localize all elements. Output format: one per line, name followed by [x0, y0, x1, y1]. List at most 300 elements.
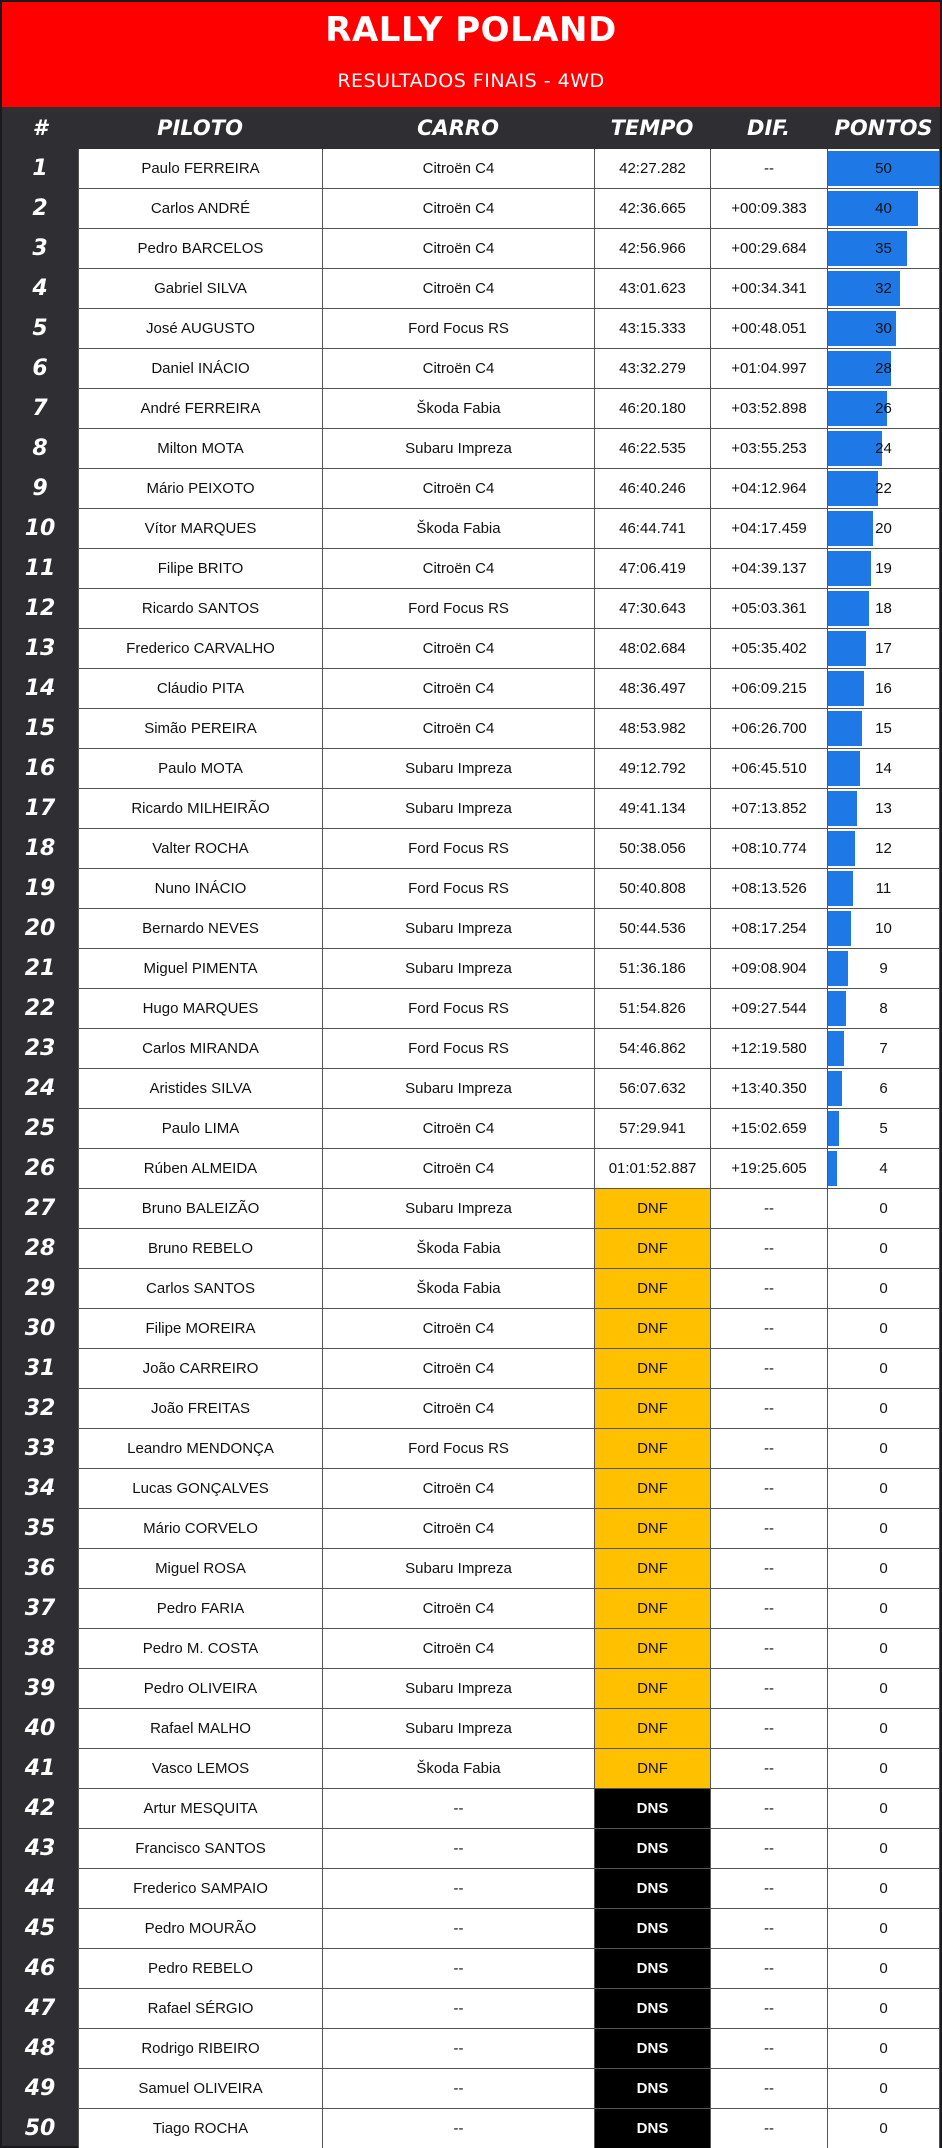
position-number: 32: [24, 1396, 56, 1421]
time-difference: --: [710, 2029, 827, 2069]
time-difference: +01:04.997: [710, 349, 827, 389]
stage-time: 42:56.966: [594, 229, 710, 269]
points-cell: [827, 509, 940, 549]
points-cell: [827, 1309, 940, 1349]
points-value: 13: [875, 800, 892, 817]
car-model: Ford Focus RS: [322, 869, 594, 909]
time-difference: +06:45.510: [710, 749, 827, 789]
points-value: 0: [879, 1560, 888, 1577]
pilot-name: André FERREIRA: [78, 389, 322, 429]
stage-time: 42:27.282: [594, 149, 710, 189]
pilot-name: Ricardo MILHEIRÃO: [78, 789, 322, 829]
car-model: Citroën C4: [322, 1109, 594, 1149]
position-number: 4: [32, 276, 48, 301]
stage-time: 50:40.808: [594, 869, 710, 909]
points-bar: [828, 671, 864, 706]
table-row: [2, 1389, 940, 1429]
position-number: 43: [24, 1836, 56, 1861]
position-number: 39: [24, 1676, 56, 1701]
table-row: [2, 1349, 940, 1389]
stage-time: DNF: [594, 1629, 710, 1669]
stage-time: 46:44.741: [594, 509, 710, 549]
points-value: 0: [879, 1480, 888, 1497]
time-difference: +04:17.459: [710, 509, 827, 549]
points-cell: [827, 1789, 940, 1829]
points-bar: [828, 791, 857, 826]
points-value: 19: [875, 560, 892, 577]
position-number: 48: [24, 2036, 56, 2061]
position-number: 22: [24, 996, 56, 1021]
time-difference: --: [710, 1229, 827, 1269]
stage-time: DNS: [594, 1909, 710, 1949]
car-model: Citroën C4: [322, 229, 594, 269]
position-number: 38: [24, 1636, 56, 1661]
points-value: 32: [875, 280, 892, 297]
car-model: Citroën C4: [322, 709, 594, 749]
points-bar: [828, 831, 855, 866]
car-model: Subaru Impreza: [322, 1189, 594, 1229]
col-header-car: CARRO: [417, 116, 499, 140]
stage-time: DNF: [594, 1549, 710, 1589]
points-value: 18: [875, 600, 892, 617]
time-difference: --: [710, 1669, 827, 1709]
time-difference: --: [710, 1269, 827, 1309]
points-bar: [828, 511, 873, 546]
position-number: 19: [24, 876, 56, 901]
time-difference: --: [710, 1629, 827, 1669]
table-row: [2, 549, 940, 589]
car-model: Citroën C4: [322, 1389, 594, 1429]
points-cell: [827, 429, 940, 469]
points-cell: [827, 1109, 940, 1149]
column-header-row: [2, 107, 940, 149]
pilot-name: Bruno REBELO: [78, 1229, 322, 1269]
time-difference: --: [710, 1749, 827, 1789]
points-value: 11: [875, 880, 892, 897]
pilot-name: Vítor MARQUES: [78, 509, 322, 549]
stage-time: DNF: [594, 1429, 710, 1469]
stage-time: DNF: [594, 1389, 710, 1429]
table-row: [2, 1109, 940, 1149]
points-cell: [827, 389, 940, 429]
col-header-dif: DIF.: [747, 116, 790, 140]
pilot-name: Rodrigo RIBEIRO: [78, 2029, 322, 2069]
pilot-name: Tiago ROCHA: [78, 2109, 322, 2148]
car-model: Škoda Fabia: [322, 389, 594, 429]
points-value: 22: [875, 480, 892, 497]
car-model: Subaru Impreza: [322, 1669, 594, 1709]
stage-time: DNF: [594, 1189, 710, 1229]
car-model: Subaru Impreza: [322, 789, 594, 829]
position-number: 17: [24, 796, 56, 821]
position-number: 24: [24, 1076, 56, 1101]
car-model: --: [322, 1869, 594, 1909]
pilot-name: Hugo MARQUES: [78, 989, 322, 1029]
time-difference: --: [710, 1429, 827, 1469]
car-model: Subaru Impreza: [322, 949, 594, 989]
points-value: 7: [879, 1040, 888, 1057]
points-bar: [828, 1111, 839, 1146]
points-value: 0: [879, 1800, 888, 1817]
time-difference: +08:17.254: [710, 909, 827, 949]
points-cell: [827, 1429, 940, 1469]
position-number: 23: [24, 1036, 56, 1061]
points-cell: [827, 869, 940, 909]
table-row: [2, 429, 940, 469]
position-number: 26: [24, 1156, 56, 1181]
stage-time: DNS: [594, 1949, 710, 1989]
points-cell: [827, 749, 940, 789]
table-row: [2, 869, 940, 909]
position-number: 27: [24, 1196, 56, 1221]
time-difference: --: [710, 1309, 827, 1349]
car-model: Citroën C4: [322, 149, 594, 189]
stage-time: DNS: [594, 1789, 710, 1829]
position-number: 36: [24, 1556, 56, 1581]
points-cell: [827, 1349, 940, 1389]
col-header-pilot: PILOTO: [157, 116, 243, 140]
points-value: 0: [879, 1920, 888, 1937]
stage-time: 57:29.941: [594, 1109, 710, 1149]
table-row: [2, 949, 940, 989]
time-difference: --: [710, 1869, 827, 1909]
position-number: 11: [24, 556, 56, 581]
points-cell: [827, 189, 940, 229]
car-model: Škoda Fabia: [322, 1269, 594, 1309]
points-value: 9: [879, 960, 888, 977]
time-difference: --: [710, 1469, 827, 1509]
points-cell: [827, 2109, 940, 2148]
pilot-name: João CARREIRO: [78, 1349, 322, 1389]
col-header-time: TEMPO: [610, 116, 694, 140]
table-row: [2, 349, 940, 389]
position-number: 42: [24, 1796, 56, 1821]
car-model: --: [322, 1789, 594, 1829]
time-difference: +08:10.774: [710, 829, 827, 869]
car-model: Ford Focus RS: [322, 1429, 594, 1469]
car-model: Ford Focus RS: [322, 1029, 594, 1069]
stage-time: DNF: [594, 1229, 710, 1269]
position-number: 1: [32, 156, 48, 181]
pilot-name: Francisco SANTOS: [78, 1829, 322, 1869]
table-row: [2, 709, 940, 749]
stage-time: 48:53.982: [594, 709, 710, 749]
table-row: [2, 1269, 940, 1309]
points-value: 6: [879, 1080, 888, 1097]
stage-time: 43:32.279: [594, 349, 710, 389]
position-number: 29: [24, 1276, 56, 1301]
stage-time: 43:15.333: [594, 309, 710, 349]
position-number: 46: [24, 1956, 56, 1981]
pilot-name: Carlos ANDRÉ: [78, 189, 322, 229]
points-cell: [827, 669, 940, 709]
car-model: --: [322, 1909, 594, 1949]
stage-time: 46:40.246: [594, 469, 710, 509]
points-cell: [827, 349, 940, 389]
points-bar: [828, 751, 860, 786]
pilot-name: Gabriel SILVA: [78, 269, 322, 309]
header-banner: [2, 2, 940, 107]
stage-time: DNF: [594, 1749, 710, 1789]
stage-time: DNS: [594, 1829, 710, 1869]
table-row: [2, 1869, 940, 1909]
stage-time: DNF: [594, 1309, 710, 1349]
points-cell: [827, 949, 940, 989]
time-difference: +12:19.580: [710, 1029, 827, 1069]
car-model: Citroën C4: [322, 1349, 594, 1389]
time-difference: +00:09.383: [710, 189, 827, 229]
table-row: [2, 1909, 940, 1949]
time-difference: +03:52.898: [710, 389, 827, 429]
points-value: 35: [875, 240, 892, 257]
pilot-name: Simão PEREIRA: [78, 709, 322, 749]
stage-time: DNF: [594, 1589, 710, 1629]
position-number: 15: [24, 716, 56, 741]
position-number: 25: [24, 1116, 56, 1141]
time-difference: --: [710, 1589, 827, 1629]
stage-time: 42:36.665: [594, 189, 710, 229]
table-row: [2, 1229, 940, 1269]
stage-time: DNF: [594, 1509, 710, 1549]
points-value: 0: [879, 1600, 888, 1617]
points-value: 17: [875, 640, 892, 657]
position-number: 18: [24, 836, 56, 861]
points-cell: [827, 1949, 940, 1989]
points-value: 20: [875, 520, 892, 537]
time-difference: +04:12.964: [710, 469, 827, 509]
position-number: 49: [24, 2076, 56, 2101]
points-value: 26: [875, 400, 892, 417]
points-value: 0: [879, 1200, 888, 1217]
time-difference: --: [710, 1509, 827, 1549]
time-difference: +15:02.659: [710, 1109, 827, 1149]
table-row: [2, 1669, 940, 1709]
car-model: Ford Focus RS: [322, 829, 594, 869]
pilot-name: Paulo MOTA: [78, 749, 322, 789]
table-row: [2, 469, 940, 509]
time-difference: --: [710, 1989, 827, 2029]
pilot-name: Pedro MOURÃO: [78, 1909, 322, 1949]
points-cell: [827, 1909, 940, 1949]
points-cell: [827, 1829, 940, 1869]
time-difference: +09:08.904: [710, 949, 827, 989]
points-cell: [827, 1669, 940, 1709]
points-value: 0: [879, 1280, 888, 1297]
table-row: [2, 1509, 940, 1549]
points-value: 15: [875, 720, 892, 737]
points-value: 5: [879, 1120, 888, 1137]
table-row: [2, 2109, 940, 2148]
stage-time: 46:22.535: [594, 429, 710, 469]
points-value: 0: [879, 1760, 888, 1777]
pilot-name: Carlos SANTOS: [78, 1269, 322, 1309]
time-difference: --: [710, 1549, 827, 1589]
car-model: Citroën C4: [322, 1629, 594, 1669]
car-model: Subaru Impreza: [322, 1549, 594, 1589]
points-cell: [827, 909, 940, 949]
stage-time: DNS: [594, 1989, 710, 2029]
table-row: [2, 1149, 940, 1189]
table-row: [2, 1549, 940, 1589]
car-model: Subaru Impreza: [322, 429, 594, 469]
points-cell: [827, 709, 940, 749]
table-row: [2, 1029, 940, 1069]
stage-time: DNS: [594, 2109, 710, 2148]
points-bar: [828, 1071, 842, 1106]
pilot-name: Vasco LEMOS: [78, 1749, 322, 1789]
position-number: 16: [24, 756, 56, 781]
time-difference: --: [710, 1349, 827, 1389]
points-cell: [827, 1989, 940, 2029]
car-model: --: [322, 2029, 594, 2069]
points-value: 40: [875, 200, 892, 217]
position-number: 30: [24, 1316, 56, 1341]
points-cell: [827, 1189, 940, 1229]
time-difference: +19:25.605: [710, 1149, 827, 1189]
car-model: Citroën C4: [322, 669, 594, 709]
car-model: Škoda Fabia: [322, 1229, 594, 1269]
position-number: 35: [24, 1516, 56, 1541]
points-cell: [827, 1749, 940, 1789]
pilot-name: Leandro MENDONÇA: [78, 1429, 322, 1469]
time-difference: +07:13.852: [710, 789, 827, 829]
position-number: 13: [24, 636, 56, 661]
car-model: Citroën C4: [322, 1309, 594, 1349]
time-difference: --: [710, 1829, 827, 1869]
stage-time: 51:36.186: [594, 949, 710, 989]
stage-time: 51:54.826: [594, 989, 710, 1029]
pilot-name: Pedro BARCELOS: [78, 229, 322, 269]
pilot-name: Daniel INÁCIO: [78, 349, 322, 389]
time-difference: +00:34.341: [710, 269, 827, 309]
car-model: Ford Focus RS: [322, 989, 594, 1029]
stage-time: 48:36.497: [594, 669, 710, 709]
page-subtitle: RESULTADOS FINAIS - 4WD: [337, 70, 605, 92]
stage-time: 46:20.180: [594, 389, 710, 429]
position-number: 41: [24, 1756, 56, 1781]
stage-time: 49:41.134: [594, 789, 710, 829]
points-value: 0: [879, 1960, 888, 1977]
time-difference: --: [710, 1389, 827, 1429]
car-model: Citroën C4: [322, 1509, 594, 1549]
table-row: [2, 189, 940, 229]
pilot-name: Milton MOTA: [78, 429, 322, 469]
points-cell: [827, 269, 940, 309]
time-difference: --: [710, 1909, 827, 1949]
points-value: 0: [879, 1840, 888, 1857]
pilot-name: Pedro M. COSTA: [78, 1629, 322, 1669]
car-model: --: [322, 1989, 594, 2029]
table-row: [2, 749, 940, 789]
stage-time: 47:30.643: [594, 589, 710, 629]
points-value: 50: [875, 160, 892, 177]
car-model: Citroën C4: [322, 349, 594, 389]
car-model: Citroën C4: [322, 269, 594, 309]
points-cell: [827, 789, 940, 829]
position-number: 8: [32, 436, 48, 461]
position-number: 14: [24, 676, 56, 701]
points-value: 30: [875, 320, 892, 337]
pilot-name: Pedro OLIVEIRA: [78, 1669, 322, 1709]
pilot-name: Rafael SÉRGIO: [78, 1989, 322, 2029]
points-value: 0: [879, 1240, 888, 1257]
points-cell: [827, 2069, 940, 2109]
time-difference: +00:29.684: [710, 229, 827, 269]
table-row: [2, 2029, 940, 2069]
points-value: 24: [875, 440, 892, 457]
points-cell: [827, 1549, 940, 1589]
table-row: [2, 1189, 940, 1229]
time-difference: --: [710, 1949, 827, 1989]
points-cell: [827, 1389, 940, 1429]
time-difference: +00:48.051: [710, 309, 827, 349]
stage-time: 49:12.792: [594, 749, 710, 789]
stage-time: DNS: [594, 2029, 710, 2069]
time-difference: --: [710, 2109, 827, 2148]
car-model: Subaru Impreza: [322, 749, 594, 789]
stage-time: 56:07.632: [594, 1069, 710, 1109]
points-cell: [827, 549, 940, 589]
pilot-name: Bernardo NEVES: [78, 909, 322, 949]
points-value: 0: [879, 1720, 888, 1737]
position-number: 37: [24, 1596, 56, 1621]
pilot-name: Miguel PIMENTA: [78, 949, 322, 989]
pilot-name: Frederico CARVALHO: [78, 629, 322, 669]
points-bar: [828, 431, 882, 466]
points-cell: [827, 1469, 940, 1509]
time-difference: +05:35.402: [710, 629, 827, 669]
pilot-name: Pedro FARIA: [78, 1589, 322, 1629]
points-cell: [827, 1029, 940, 1069]
position-number: 12: [24, 596, 56, 621]
car-model: Subaru Impreza: [322, 909, 594, 949]
table-row: [2, 629, 940, 669]
car-model: Subaru Impreza: [322, 1709, 594, 1749]
table-row: [2, 1789, 940, 1829]
pilot-name: Ricardo SANTOS: [78, 589, 322, 629]
points-cell: [827, 229, 940, 269]
points-bar: [828, 991, 846, 1026]
stage-time: DNF: [594, 1709, 710, 1749]
pilot-name: Paulo FERREIRA: [78, 149, 322, 189]
table-row: [2, 1429, 940, 1469]
position-number: 33: [24, 1436, 56, 1461]
position-number: 31: [24, 1356, 56, 1381]
points-value: 0: [879, 1360, 888, 1377]
stage-time: 50:38.056: [594, 829, 710, 869]
stage-time: 47:06.419: [594, 549, 710, 589]
table-row: [2, 1829, 940, 1869]
pilot-name: Cláudio PITA: [78, 669, 322, 709]
points-cell: [827, 1069, 940, 1109]
points-bar: [828, 591, 869, 626]
table-row: [2, 909, 940, 949]
pilot-name: Valter ROCHA: [78, 829, 322, 869]
position-number: 20: [24, 916, 56, 941]
pilot-name: Mário PEIXOTO: [78, 469, 322, 509]
pilot-name: Mário CORVELO: [78, 1509, 322, 1549]
points-value: 0: [879, 2120, 888, 2137]
time-difference: +03:55.253: [710, 429, 827, 469]
table-row: [2, 1749, 940, 1789]
table-row: [2, 269, 940, 309]
position-number: 7: [32, 396, 48, 421]
points-bar: [828, 1031, 844, 1066]
stage-time: DNS: [594, 1869, 710, 1909]
table-row: [2, 829, 940, 869]
points-value: 0: [879, 1440, 888, 1457]
car-model: Citroën C4: [322, 469, 594, 509]
